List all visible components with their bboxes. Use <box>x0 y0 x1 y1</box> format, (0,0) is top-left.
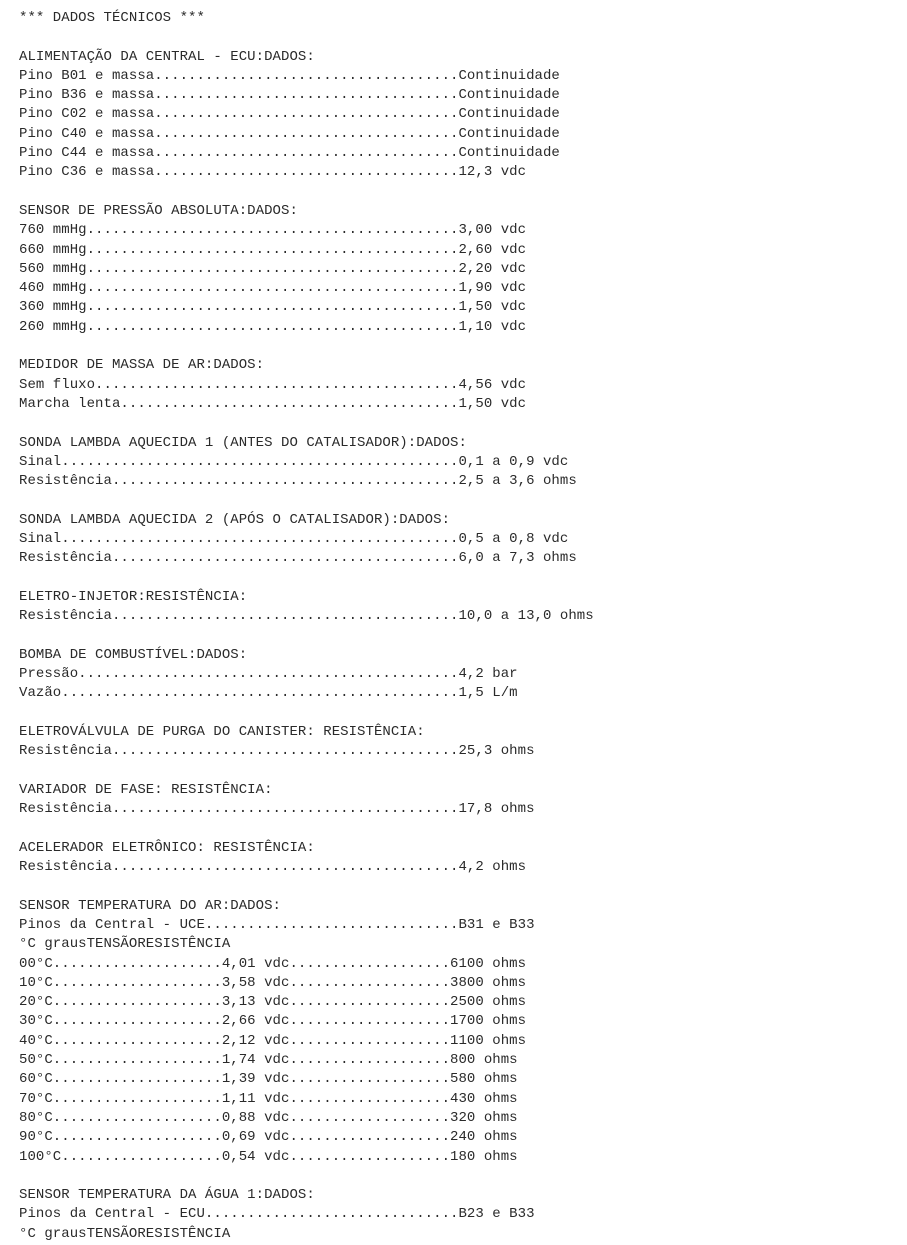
data-line: Resistência.........................................25,3 ohms <box>19 743 535 760</box>
section-title: SENSOR TEMPERATURA DO AR:DADOS: <box>19 897 281 914</box>
data-section <box>19 356 899 414</box>
data-line: Sinal...............................................0,5 a 0,8 vdc <box>19 531 569 548</box>
data-line: 00°C....................4,01 vdc...................6100 ohms <box>19 955 527 972</box>
section-spacer <box>19 1167 899 1186</box>
data-line: 260 mmHg............................................1,10 vdc <box>19 318 527 335</box>
section-title: ELETROVÁLVULA DE PURGA DO CANISTER: RESISTÊNCIA: <box>19 723 425 740</box>
data-line: Pino B01 e massa....................................Continuidade <box>19 67 560 84</box>
data-line: 360 mmHg............................................1,50 vdc <box>19 299 527 316</box>
data-line: 760 mmHg............................................3,00 vdc <box>19 222 527 239</box>
section-spacer <box>19 183 899 202</box>
data-line: 40°C....................2,12 vdc...................1100 ohms <box>19 1032 527 1049</box>
data-section <box>19 781 899 820</box>
data-line: 460 mmHg............................................1,90 vdc <box>19 280 527 297</box>
data-line: Pinos da Central - ECU..............................B23 e B33 <box>19 1206 535 1223</box>
data-line: Resistência.........................................2,5 a 3,6 ohms <box>19 473 577 490</box>
data-line: Pino B36 e massa....................................Continuidade <box>19 87 560 104</box>
section-spacer <box>19 414 899 433</box>
data-line: 660 mmHg............................................2,60 vdc <box>19 241 527 258</box>
section-title: ACELERADOR ELETRÔNICO: RESISTÊNCIA: <box>19 839 315 856</box>
section-spacer <box>19 28 899 47</box>
section-spacer <box>19 762 899 781</box>
data-line: 100°C...................0,54 vdc...................180 ohms <box>19 1148 518 1165</box>
section-title: ALIMENTAÇÃO DA CENTRAL - ECU:DADOS: <box>19 48 315 65</box>
data-line: 560 mmHg............................................2,20 vdc <box>19 260 527 277</box>
data-line: °C grausTENSÃORESISTÊNCIA <box>19 936 231 953</box>
section-spacer <box>19 627 899 646</box>
data-line: 60°C....................1,39 vdc...................580 ohms <box>19 1071 518 1088</box>
data-line: Sinal...............................................0,1 a 0,9 vdc <box>19 453 569 470</box>
data-line: Pino C40 e massa....................................Continuidade <box>19 125 560 142</box>
data-line: Marcha lenta........................................1,50 vdc <box>19 395 527 412</box>
data-line: Pino C44 e massa....................................Continuidade <box>19 145 560 162</box>
data-line: Pino C36 e massa....................................12,3 vdc <box>19 164 527 181</box>
section-spacer <box>19 569 899 588</box>
section-title: SENSOR TEMPERATURA DA ÁGUA 1:DADOS: <box>19 1187 315 1204</box>
data-line: 70°C....................1,11 vdc...................430 ohms <box>19 1090 518 1107</box>
section-title: BOMBA DE COMBUSTÍVEL:DADOS: <box>19 646 248 663</box>
data-line: 20°C....................3,13 vdc...................2500 ohms <box>19 994 527 1011</box>
section-spacer <box>19 877 899 896</box>
data-section <box>19 48 899 183</box>
data-line: 30°C....................2,66 vdc...................1700 ohms <box>19 1013 527 1030</box>
data-section <box>19 839 899 878</box>
data-line: Resistência.........................................4,2 ohms <box>19 859 527 876</box>
data-line: Resistência.........................................17,8 ohms <box>19 801 535 818</box>
data-line: 90°C....................0,69 vdc...................240 ohms <box>19 1129 518 1146</box>
data-line: 50°C....................1,74 vdc...................800 ohms <box>19 1052 518 1069</box>
section-title: SONDA LAMBDA AQUECIDA 1 (ANTES DO CATALISADOR):DADOS: <box>19 434 467 451</box>
section-spacer <box>19 704 899 723</box>
data-line: Vazão...............................................1,5 L/m <box>19 685 518 702</box>
data-line: 10°C....................3,58 vdc...................3800 ohms <box>19 974 527 991</box>
data-line: Resistência.........................................10,0 a 13,0 ohms <box>19 608 594 625</box>
section-title: VARIADOR DE FASE: RESISTÊNCIA: <box>19 781 273 798</box>
data-line: °C grausTENSÃORESISTÊNCIA <box>19 1225 231 1242</box>
sections-container <box>19 28 899 1244</box>
section-spacer <box>19 819 899 838</box>
section-title: MEDIDOR DE MASSA DE AR:DADOS: <box>19 357 265 374</box>
data-line: Pino C02 e massa....................................Continuidade <box>19 106 560 123</box>
data-section <box>19 434 899 492</box>
data-section <box>19 588 899 627</box>
data-line: Resistência.........................................6,0 a 7,3 ohms <box>19 550 577 567</box>
data-section <box>19 1186 899 1244</box>
section-title: SENSOR DE PRESSÃO ABSOLUTA:DADOS: <box>19 202 298 219</box>
section-title: ELETRO-INJETOR:RESISTÊNCIA: <box>19 588 248 605</box>
data-section <box>19 897 899 1167</box>
data-section <box>19 723 899 762</box>
data-line: Pressão.............................................4,2 bar <box>19 666 518 683</box>
data-line: Sem fluxo...........................................4,56 vdc <box>19 376 527 393</box>
data-section <box>19 511 899 569</box>
data-section <box>19 646 899 704</box>
data-section <box>19 202 899 337</box>
section-spacer <box>19 337 899 356</box>
section-spacer <box>19 491 899 510</box>
data-line: 80°C....................0,88 vdc...................320 ohms <box>19 1109 518 1126</box>
data-line: Pinos da Central - UCE..............................B31 e B33 <box>19 916 535 933</box>
section-title: SONDA LAMBDA AQUECIDA 2 (APÓS O CATALISADOR):DADOS: <box>19 511 451 528</box>
technical-data-document <box>19 9 899 1244</box>
document-header: *** DADOS TÉCNICOS *** <box>19 10 205 26</box>
